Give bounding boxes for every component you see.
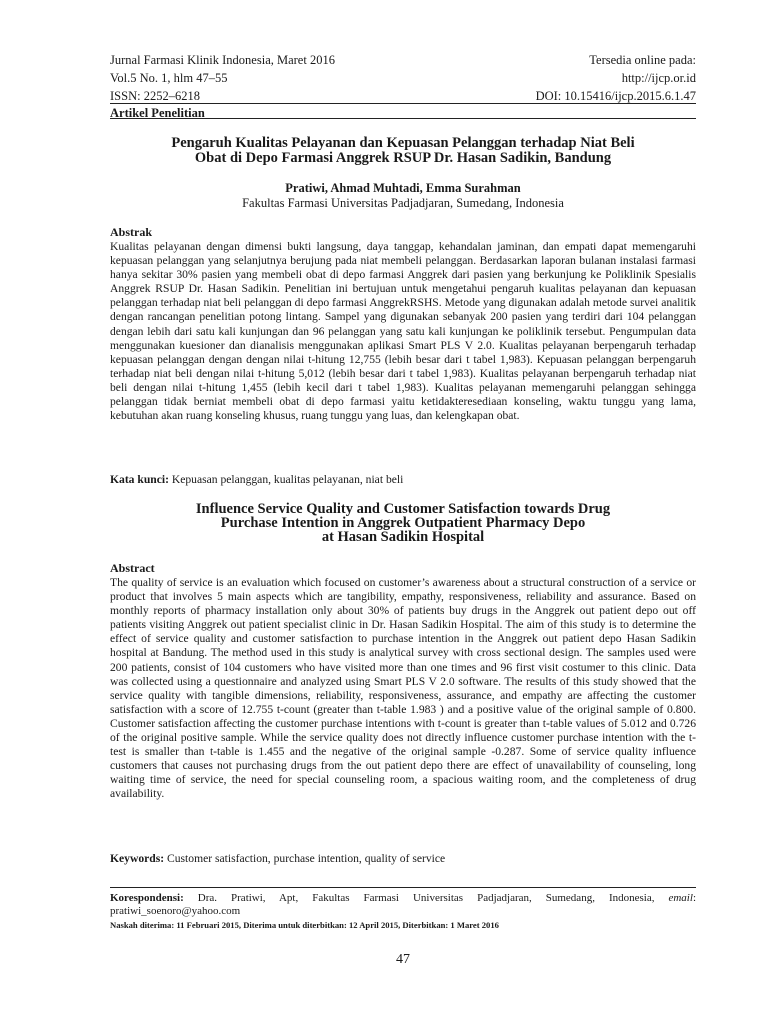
authors: Pratiwi, Ahmad Muhtadi, Emma Surahman	[285, 181, 521, 195]
abstrak-heading: Abstrak	[110, 225, 153, 239]
correspondence-label: Korespondensi:	[110, 892, 184, 904]
section-label: Artikel Penelitian	[110, 106, 205, 120]
abstract-text: The quality of service is an evaluation which focused on customer’s awareness about a structural construction of a service or product that involves 5 main aspects which are tangibility, empathy, responsiveness, reliability and assurance. Based on monthly reports of pharmacy installation only about 30% of patients buy drugs in the Anggrek out patient depo out off patients visiting Anggrek out patient specialist clinic in Dr. Hasan Sadikin Hospital. The aim of this study is to determine the effect of service quality and customer satisfaction to purchase intention in the Anggrek out patient depo Hasan Sadikin hospital at Bandung. The method used in this study is analytical survey with cross sectional design. The samples used were 200 patients, consist of 104 customers who have visited more than one times and 96 first visit costumer to this clinic. Data was collected using a questionnaire and analyzed using Smart PLS V 2.0 software. The results of this study showed that the service quality with tangible dimensions, reliability, responsiveness, assurance, and empathy are affecting the customer satisfaction with a score of 12.755 t-count (greater than t-table 1.983 ) and a positive value of the original sample of 0.800. Customer satisfaction affecting the customer purchase intentions with t-count is greater than t-table values of 5.012 and 0.726 of the original positive sample. While the service quality does not directly influence customer purchase intention with the t-test is smaller than t-table is 1.455 and the negative of the original sample -0.287. Some of service quality influence customers that causes not purchasing drugs from the out patient depo there are effect of unavailability of counseling, long waiting time of service, the need for special counseling room, a spacious waiting room, and the completeness of drug availability.	[110, 576, 696, 801]
footnote-divider	[110, 887, 696, 888]
doi[interactable]: DOI: 10.15416/ijcp.2015.6.1.47	[535, 89, 696, 103]
affiliation: Fakultas Farmasi Universitas Padjadjaran, Sumedang, Indonesia	[242, 196, 564, 210]
section-divider	[110, 118, 696, 119]
correspondence: Korespondensi: Dra. Pratiwi, Apt, Fakultas Farmasi Universitas Padjadjaran, Sumedang, Indonesia, email: pratiwi_soenoro@yahoo.com	[110, 892, 696, 917]
title-indonesian-line-2: Obat di Depo Farmasi Anggrek RSUP Dr. Hasan Sadikin, Bandung	[194, 150, 612, 166]
journal-name: Jurnal Farmasi Klinik Indonesia, Maret 2016	[110, 53, 335, 67]
header-row-1	[110, 52, 696, 68]
abstract-heading: Abstract	[110, 561, 155, 575]
section-bar	[110, 104, 696, 118]
journal-url[interactable]: http://ijcp.or.id	[621, 71, 696, 85]
email-label: email	[668, 892, 693, 904]
header-row-3	[110, 88, 696, 104]
journal-page	[110, 0, 696, 1024]
title-english-line-2: Purchase Intention in Anggrek Outpatient Pharmacy Depo	[220, 515, 586, 531]
correspondence-text: Dra. Pratiwi, Apt, Fakultas Farmasi Universitas Padjadjaran, Sumedang, Indonesia,	[197, 892, 655, 904]
submission-dates: Naskah diterima: 11 Februari 2015, Diterima untuk diterbitkan: 12 April 2015, Diterbitkan: 1 Maret 2016	[110, 920, 499, 930]
kata-kunci-value: Kepuasan pelanggan, kualitas pelayanan, niat beli	[171, 473, 404, 486]
kata-kunci-label: Kata kunci:	[110, 473, 169, 486]
header-row-2	[110, 70, 696, 86]
issn: ISSN: 2252–6218	[110, 89, 200, 103]
volume-info: Vol.5 No. 1, hlm 47–55	[110, 71, 228, 85]
title-english-line-1: Influence Service Quality and Customer Satisfaction towards Drug	[195, 501, 611, 517]
keywords-label: Keywords:	[110, 852, 165, 865]
page-number: 47	[396, 952, 410, 967]
online-label: Tersedia online pada:	[589, 53, 696, 67]
keywords-value: Customer satisfaction, purchase intention, quality of service	[167, 852, 446, 865]
title-indonesian-line-1: Pengaruh Kualitas Pelayanan dan Kepuasan Pelanggan terhadap Niat Beli	[171, 135, 635, 151]
keywords	[110, 852, 696, 866]
abstrak-text: Kualitas pelayanan dengan dimensi bukti langsung, daya tanggap, kehandalan jaminan, dan empati dapat memengaruhi kepuasan pelanggan yang selanjutnya berujung pada niat membeli pelanggan. Berdasarkan laporan bulanan instalasi farmasi hanya sekitar 30% pasien yang membeli obat di depo farmasi Anggrek dari pasien yang berkunjung ke Poliklinik Spesialis Anggrek RSUP Dr. Hasan Sadikin. Penelitian ini bertujuan untuk mengetahui pengaruh kualitas pelayanan dan kepuasan pelanggan terhadap niat beli pelanggan di depo farmasi AnggrekRSHS. Metode yang digunakan adalah metode survei analitik dengan rancangan penelitian potong lintang. Sampel yang digunakan sebanyak 200 pasien yang terdiri dari 104 pelanggan dengan lebih dari satu kali kunjungan dan 96 pelanggan yang satu kali kunjungan ke poliklinik tersebut. Pengumpulan data menggunakan kuesioner dan dianalisis menggunakan aplikasi Smart PLS V 2.0. Kualitas pelayanan berpengaruh terhadap kepuasan pelanggan dengan dengan nilai t-hitung 12,755 (lebih besar dari t tabel 1,983). Kepuasan pelanggan berpengaruh terhadap niat beli dengan nilai t-hitung 5,012 (lebih besar dari t tabel 1,983). Kualitas pelayanan berpengaruh terhadap niat beli dengan nilai t-hitung 1,455 (lebih kecil dari t tabel 1,983). Kualitas pelayanan memengaruhi pelanggan sehingga pelanggan tidak berniat membeli obat di depo farmasi yaitu ketidakteresediaan konseling, waktu tunggu yang lama, kebutuhan akan ruang konseling khusus, ruang tunggu yang luas, dan kelengkapan obat.	[110, 240, 696, 423]
title-english-line-3: at Hasan Sadikin Hospital	[321, 529, 485, 545]
correspondence-email[interactable]: pratiwi_soenoro@yahoo.com	[110, 905, 241, 917]
kata-kunci	[110, 473, 696, 487]
